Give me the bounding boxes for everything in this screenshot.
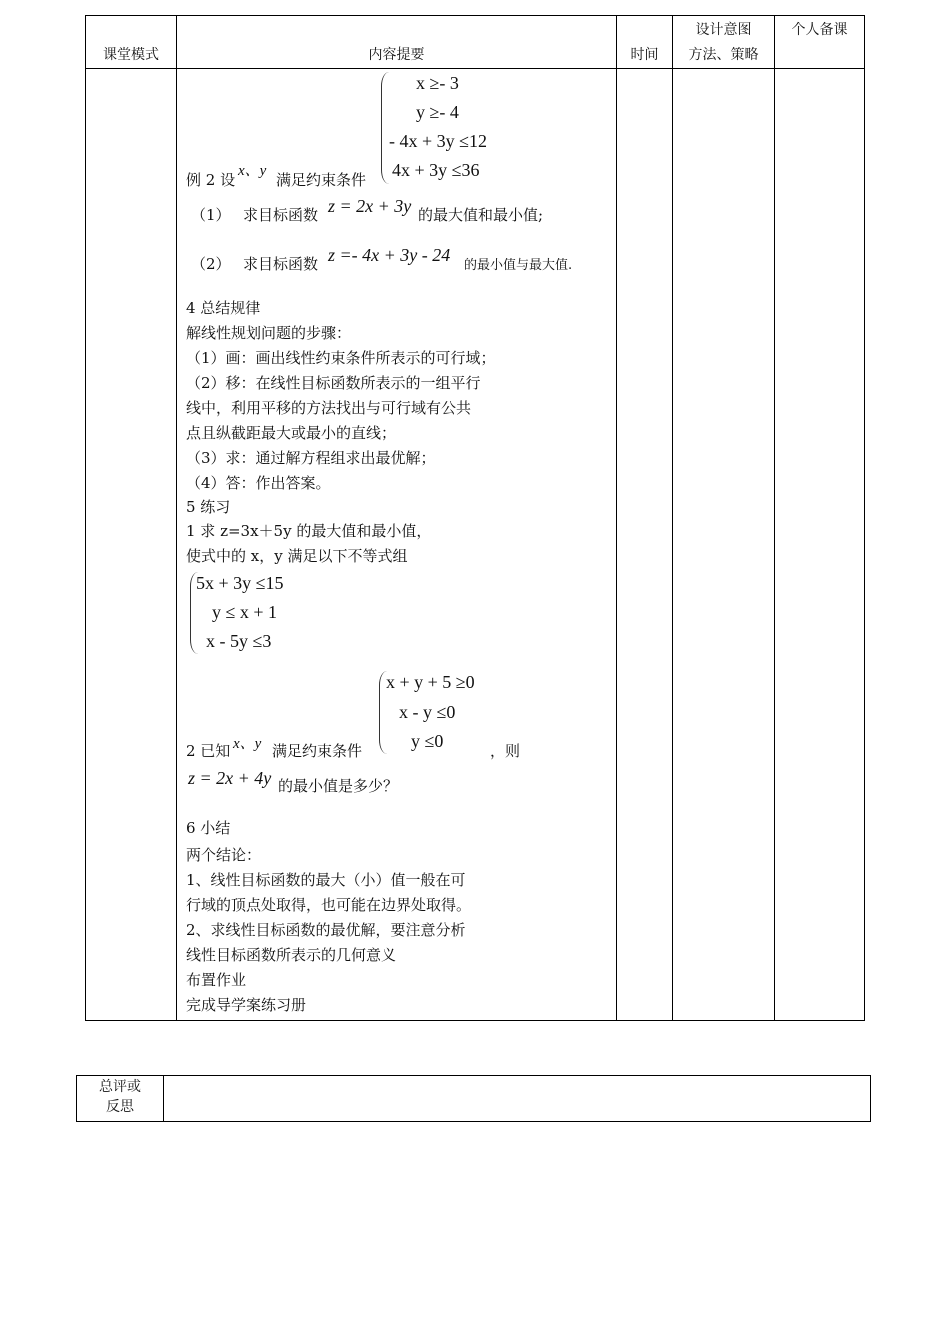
practice-2-mid: 满足约束条件 (272, 742, 363, 760)
rules-line-6: （4）答：作出答案。 (186, 474, 331, 492)
practice-heading: 5 练习 (186, 498, 231, 516)
example2-q1-label: （1） (191, 206, 231, 224)
header-bottom-border (85, 68, 865, 69)
review-bottom-border (76, 1121, 871, 1122)
review-right-border (870, 1075, 871, 1122)
example2-q1-formula: z = 2x + 3y (328, 196, 412, 216)
practice-2-vars: x、y (233, 736, 262, 752)
rules-intro: 解线性规划问题的步骤： (186, 324, 352, 342)
col-border-4 (672, 15, 673, 1021)
header-method-strategy: 方法、策略 (688, 47, 759, 63)
rules-line-3: 线中，利用平移的方法找出与可行域有公共 (186, 399, 472, 417)
practice1-constraint-3: x - 5y ≤3 (206, 631, 272, 651)
col-border-1 (85, 15, 86, 1021)
conclusion-line-4: 线性目标函数所表示的几何意义 (186, 946, 397, 964)
example2-q2-label: （2） (191, 255, 231, 273)
practice-2-formula: z = 2x + 4y (188, 768, 272, 788)
conclusion-heading: 6 小结 (186, 819, 231, 837)
header-classroom-mode: 课堂模式 (103, 47, 159, 63)
conclusion-line-1: 1、线性目标函数的最大（小）值一般在可 (186, 871, 466, 889)
review-label-line-1: 总评或 (99, 1079, 141, 1095)
example2-q2-tail: 的最小值与最大值. (464, 258, 573, 273)
practice1-constraint-1: 5x + 3y ≤15 (196, 573, 284, 593)
practice2-constraint-1: x + y + 5 ≥0 (386, 672, 475, 692)
header-time: 时间 (630, 47, 659, 63)
practice-2-then: ，则 (490, 742, 521, 760)
example2-brace (381, 72, 390, 184)
table-top-border (85, 15, 865, 16)
practice1-constraint-2: y ≤ x + 1 (212, 602, 278, 622)
rules-heading: 4 总结规律 (186, 299, 261, 317)
conclusion-intro: 两个结论： (186, 846, 262, 864)
example2-intro-prefix: 例 2 设 (186, 171, 236, 189)
review-label-line-2: 反思 (106, 1099, 134, 1115)
header-design-intent: 设计意图 (695, 22, 752, 38)
review-input-area[interactable] (164, 1076, 870, 1121)
header-content-summary: 内容提要 (368, 47, 425, 63)
practice-2-tail: 的最小值是多少？ (278, 777, 399, 795)
example2-constraint-1: x ≥- 3 (416, 73, 459, 93)
col-border-5 (774, 15, 775, 1021)
table-bottom-border (85, 1020, 865, 1021)
col-border-2 (176, 15, 177, 1021)
practice-1-line-2: 使式中的 x，y 满足以下不等式组 (186, 547, 408, 565)
example2-q2-text: 求目标函数 (243, 255, 319, 273)
col-border-6 (864, 15, 865, 1021)
practice-2-prefix: 2 已知 (186, 742, 231, 760)
example2-q1-text: 求目标函数 (243, 206, 319, 224)
conclusion-line-3: 2、求线性目标函数的最优解，要注意分析 (186, 921, 466, 939)
header-personal-prep: 个人备课 (791, 22, 848, 38)
col-border-3 (616, 15, 617, 1021)
example2-vars: x、y (238, 163, 267, 179)
example2-constraint-4: 4x + 3y ≤36 (392, 160, 480, 180)
rules-line-1: （1）画：画出线性约束条件所表示的可行域； (186, 349, 496, 367)
homework-text: 完成导学案练习册 (186, 996, 307, 1014)
rules-line-5: （3）求：通过解方程组求出最优解； (186, 449, 436, 467)
example2-intro-suffix: 满足约束条件 (276, 171, 367, 189)
example2-constraint-3: - 4x + 3y ≤12 (389, 131, 488, 151)
example2-q2-formula: z =- 4x + 3y - 24 (328, 245, 451, 265)
example2-q1-tail: 的最大值和最小值; (418, 206, 544, 224)
practice2-constraint-3: y ≤0 (411, 731, 444, 751)
homework-heading: 布置作业 (186, 971, 247, 989)
practice-1-line-1: 1 求 z=3x＋5y 的最大值和最小值， (186, 522, 432, 540)
practice2-constraint-2: x - y ≤0 (399, 702, 456, 722)
conclusion-line-2: 行域的顶点处取得，也可能在边界处取得。 (186, 896, 472, 914)
rules-line-2: （2）移：在线性目标函数所表示的一组平行 (186, 374, 481, 392)
example2-constraint-2: y ≥- 4 (416, 102, 459, 122)
rules-line-4: 点且纵截距最大或最小的直线； (186, 424, 397, 442)
